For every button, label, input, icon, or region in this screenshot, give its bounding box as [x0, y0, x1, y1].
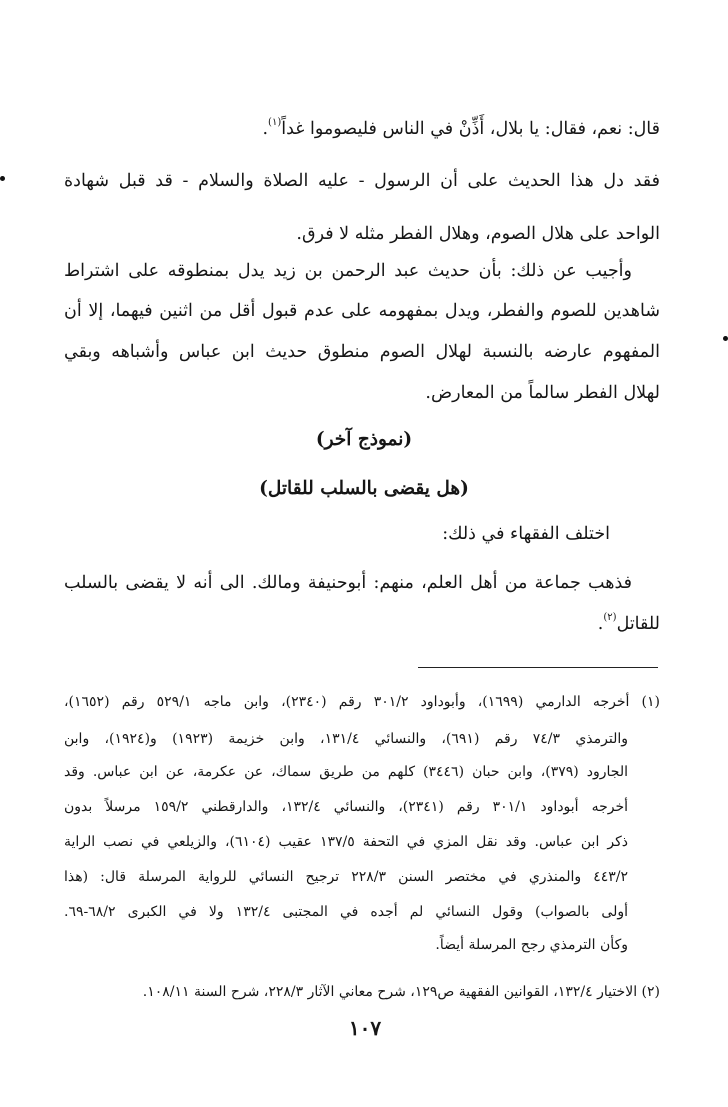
body-line-3: الواحد على هلال الصوم، وهلال الفطر مثله لا فرق.	[296, 224, 660, 244]
body-line-1-end: .	[262, 119, 269, 139]
footnote-line-8: وكأن الترمذي رجح المرسلة أيضاً.	[435, 937, 628, 953]
footnote-line-2: والترمذي ٧٤/٣ رقم (٦٩١)، والنسائي ١٣١/٤، وابن خزيمة (١٩٢٣) و(١٩٢٤)، وابن	[64, 731, 628, 747]
section-line-3-text: للقاتل	[616, 614, 660, 634]
footnote-line-9: (٢) الاختيار ١٣٢/٤، القوانين الفقهية ص١٢٩، شرح معاني الآثار ٢٢٨/٣، شرح السنة ١٠٨/١١.	[142, 984, 660, 1000]
section-line-3	[598, 609, 660, 639]
footnote-line-5: ذكر ابن عباس. وقد نقل المزي في التحفة ١٣٧/٥ عقيب (٦١٠٤)، والزيلعي في نصب الراية	[64, 834, 628, 850]
footnote-line-1: (١) أخرجه الدارمي (١٦٩٩)، وأبوداود ٣٠١/٢ رقم (٢٣٤٠)، وابن ماجه ٥٢٩/١ رقم (١٦٥٢)،	[64, 694, 660, 710]
footnote-line-3: الجارود (٣٧٩)، وابن حبان (٣٤٤٦) كلهم من طريق سماك، عن عكرمة، عن ابن عباس. وقد	[64, 764, 628, 780]
body-line-6: المفهوم عارضه بالنسبة لهلال الصوم منطوق حديث ابن عباس وأشباهه وبقي	[64, 342, 660, 362]
section-line-3-end: .	[597, 614, 604, 634]
margin-mark-middle	[723, 336, 728, 341]
body-line-2: فقد دل هذا الحديث على أن الرسول - عليه الصلاة والسلام - قد قبل شهادة	[64, 171, 660, 191]
body-line-4: وأجيب عن ذلك: بأن حديث عبد الرحمن بن زيد يدل بمنطوقه على اشتراط	[64, 261, 632, 281]
section-heading-1: (نموذج آخر)	[315, 429, 413, 450]
footnote-ref-2: (٢)	[603, 612, 617, 623]
body-line-7: لهلال الفطر سالماً من المعارض.	[425, 383, 660, 403]
footnote-line-4: أخرجه أبوداود ٣٠١/١ رقم (٢٣٤١)، والنسائي ١٣٢/٤، والدارقطني ١٥٩/٢ مرسلاً بدون	[64, 799, 628, 815]
section-heading-2: (هل يقضى بالسلب للقاتل)	[259, 478, 469, 499]
body-line-5: شاهدين للصوم والفطر، ويدل بمفهومه على عدم قبول أقل من اثنين فيهما، إلا أن	[64, 301, 660, 321]
footnote-ref-1: (١)	[268, 117, 282, 128]
section-line-1: اختلف الفقهاء في ذلك:	[442, 524, 610, 544]
footnote-line-6: ٤٤٣/٢ والمنذري في مختصر السنن ٢٢٨/٣ ترجيح النسائي للرواية المرسلة قال: (هذا	[64, 869, 628, 885]
page-number: ١٠٧	[348, 1016, 382, 1040]
body-line-1	[262, 114, 660, 144]
body-line-1-text: قال: نعم، فقال: يا بلال، أَذِّنْ في الناس فليصوموا غداً	[281, 119, 660, 139]
footnote-line-7: أولى بالصواب) وقول النسائي لم أجده في المجتبى ١٣٢/٤ ولا في الكبرى ٦٨/٢-٦٩.	[64, 904, 628, 920]
footnote-separator	[418, 667, 658, 668]
section-line-2: فذهب جماعة من أهل العلم، منهم: أبوحنيفة ومالك. الى أنه لا يقضى بالسلب	[64, 573, 632, 593]
margin-mark-top	[0, 176, 5, 181]
